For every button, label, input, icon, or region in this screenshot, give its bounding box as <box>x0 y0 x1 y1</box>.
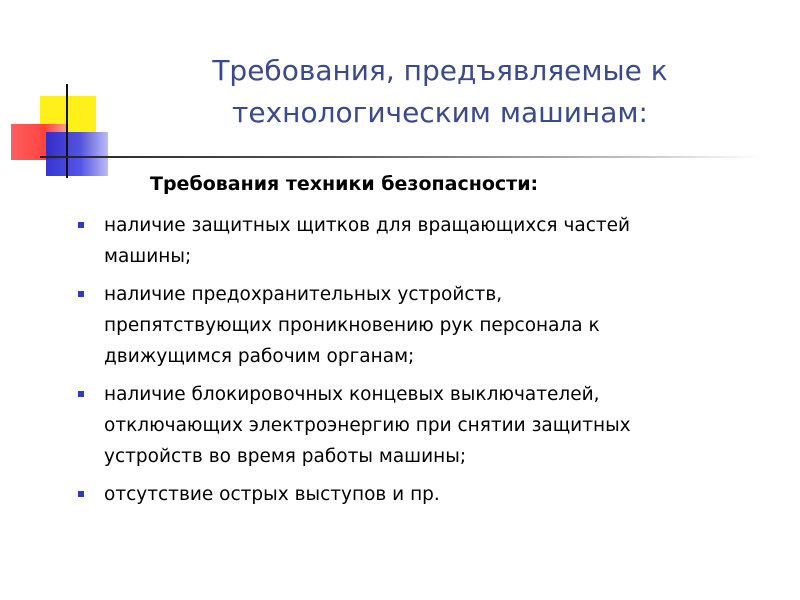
blue-square <box>46 132 108 176</box>
bullet-line: устройств во время работы машины; <box>104 446 467 467</box>
logo-vertical-line <box>66 84 68 178</box>
bullet-line: наличие блокировочных концевых выключателей, <box>104 384 600 405</box>
square-bullet-icon <box>78 391 84 397</box>
square-bullet-icon <box>78 222 84 228</box>
bullet-line: движущимся рабочим органам; <box>104 346 415 367</box>
slide-title-line-1: Требования, предъявляемые к <box>212 54 668 87</box>
bullet-line: машины; <box>104 246 192 267</box>
slide-title-line-2: технологическим машинам: <box>232 96 648 129</box>
title-divider <box>40 156 760 158</box>
bullet-list <box>78 210 778 517</box>
bullet-item <box>78 279 778 372</box>
bullet-line: отключающих электроэнергию при снятии защитных <box>104 415 631 436</box>
square-bullet-icon <box>78 291 84 297</box>
colored-squares-logo-icon <box>0 0 120 190</box>
bullet-item <box>78 210 778 272</box>
bullet-line: наличие предохранительных устройств, <box>104 284 503 305</box>
slide-title <box>150 50 730 134</box>
bullet-line: наличие защитных щитков для вращающихся частей <box>104 215 631 236</box>
bullet-item <box>78 379 778 472</box>
square-bullet-icon <box>78 491 84 497</box>
slide-subtitle: Требования техники безопасности: <box>150 173 539 195</box>
bullet-line: препятствующих проникновению рук персонала к <box>104 315 600 336</box>
bullet-line: отсутствие острых выступов и пр. <box>104 484 440 505</box>
bullet-item <box>78 479 778 510</box>
